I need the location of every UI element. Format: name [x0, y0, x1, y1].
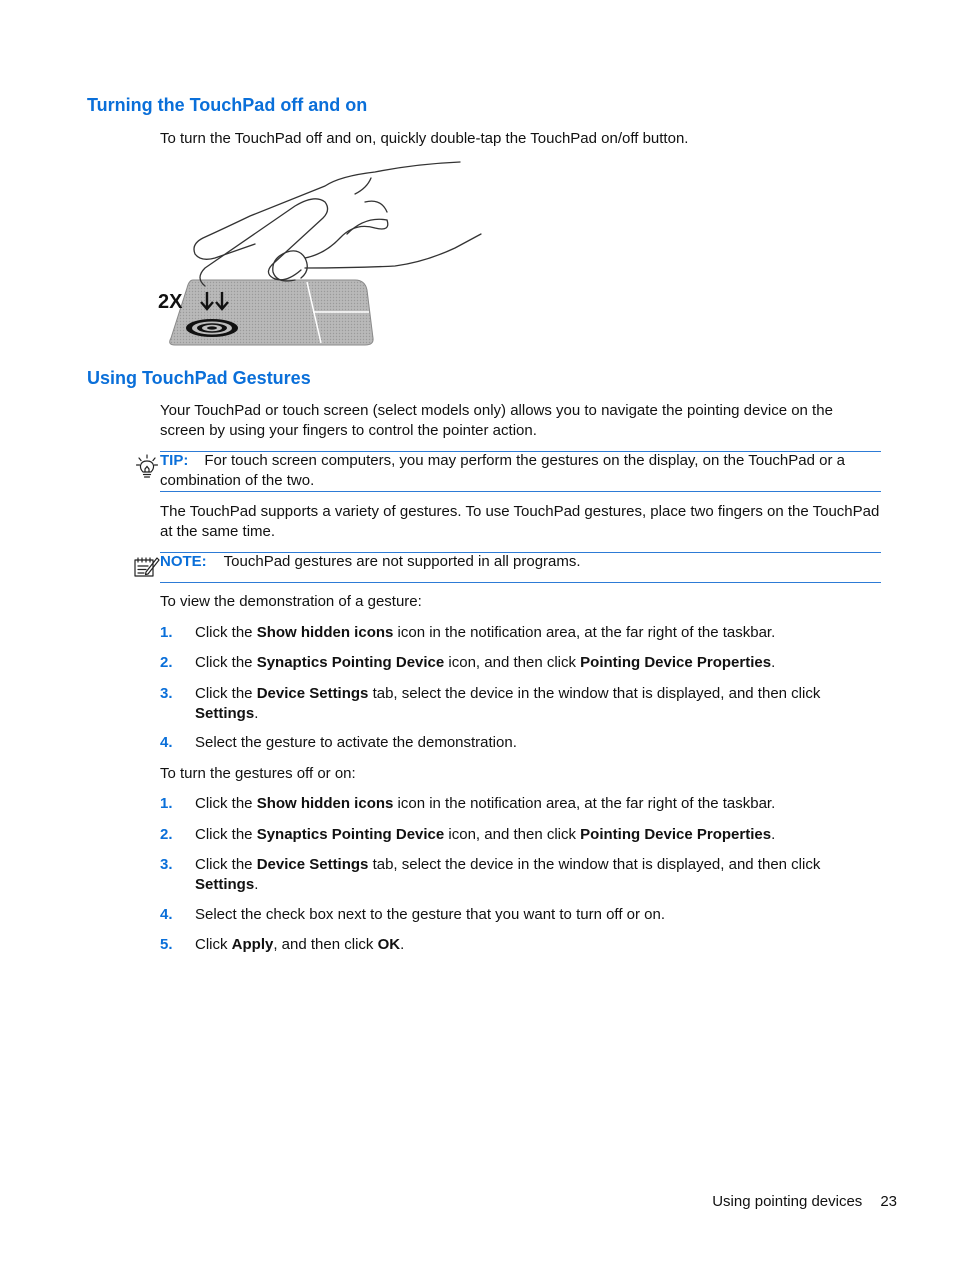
list-item — [160, 935, 882, 955]
double-tap-label: 2X — [158, 291, 183, 313]
ui-term: Settings — [195, 705, 255, 722]
step-number: 4. — [160, 734, 173, 751]
ui-term: Pointing Device Properties — [580, 654, 772, 671]
lightbulb-icon — [136, 454, 158, 480]
step-number: 4. — [160, 906, 173, 923]
footer-section-title: Using pointing devices — [712, 1193, 863, 1210]
note-text: TouchPad gestures are not supported in all programs. — [223, 553, 581, 570]
step-number: 2. — [160, 826, 173, 843]
step-number: 3. — [160, 856, 173, 873]
step-number: 2. — [160, 654, 173, 671]
ui-term: Synaptics Pointing Device — [256, 826, 445, 843]
note-bottom-rule — [160, 582, 881, 583]
ui-term: OK — [377, 936, 401, 953]
heading-turning-touchpad: Turning the TouchPad off and on — [87, 95, 368, 115]
ui-term: Settings — [195, 876, 255, 893]
note-paragraph — [160, 552, 882, 572]
ui-term: Pointing Device Properties — [580, 826, 772, 843]
step-text: Select the gesture to activate the demonstration. — [195, 734, 517, 751]
ui-term: Show hidden icons — [256, 624, 394, 641]
heading-using-gestures: Using TouchPad Gestures — [87, 368, 311, 388]
ui-term: Device Settings — [256, 685, 369, 702]
gestures-support-paragraph: The TouchPad supports a variety of gestures. To use TouchPad gestures, place two fingers on the TouchPad at the same time. — [160, 503, 880, 540]
toggle-lead-paragraph: To turn the gestures off or on: — [160, 765, 356, 782]
touchpad-toggle-paragraph: To turn the TouchPad off and on, quickly double-tap the TouchPad on/off button. — [160, 130, 689, 147]
page-number: 23 — [880, 1193, 897, 1210]
double-tap-illustration — [155, 158, 485, 348]
page-footer — [712, 1192, 897, 1212]
step-text: Click the Show hidden icons icon in the notification area, at the far right of the taskbar. — [195, 624, 776, 641]
tip-text: For touch screen computers, you may perform the gestures on the display, on the TouchPad or a combination of the two. — [160, 452, 845, 489]
demo-lead-paragraph: To view the demonstration of a gesture: — [160, 593, 422, 610]
list-item — [160, 653, 882, 673]
list-item — [160, 825, 882, 845]
step-text: Click the Synaptics Pointing Device icon, and then click Pointing Device Properties. — [195, 654, 776, 671]
list-item — [160, 733, 882, 753]
step-text: Click Apply, and then click OK. — [195, 936, 405, 953]
list-item — [160, 623, 882, 643]
step-text: Click the Device Settings tab, select the device in the window that is displayed, and then click Settings. — [195, 685, 821, 722]
gestures-intro-paragraph: Your TouchPad or touch screen (select models only) allows you to navigate the pointing device on the screen by using your fingers to control the pointer action. — [160, 402, 833, 439]
list-item — [160, 855, 882, 895]
tip-bottom-rule — [160, 491, 881, 492]
step-text: Select the check box next to the gesture that you want to turn off or on. — [195, 906, 666, 923]
step-number: 1. — [160, 624, 173, 641]
ui-term: Apply — [231, 936, 274, 953]
ui-term: Synaptics Pointing Device — [256, 654, 445, 671]
note-label: NOTE: — [160, 553, 207, 570]
step-text: Click the Synaptics Pointing Device icon, and then click Pointing Device Properties. — [195, 826, 776, 843]
step-number: 1. — [160, 795, 173, 812]
list-item — [160, 684, 882, 724]
step-text: Click the Show hidden icons icon in the notification area, at the far right of the taskbar. — [195, 795, 776, 812]
ui-term: Show hidden icons — [256, 795, 394, 812]
list-item — [160, 905, 882, 925]
step-text: Click the Device Settings tab, select the device in the window that is displayed, and then click Settings. — [195, 856, 821, 893]
list-item — [160, 794, 882, 814]
tip-label: TIP: — [160, 452, 189, 469]
note-pad-icon — [134, 555, 160, 578]
tip-paragraph — [160, 451, 882, 491]
step-number: 3. — [160, 685, 173, 702]
ui-term: Device Settings — [256, 856, 369, 873]
step-number: 5. — [160, 936, 173, 953]
